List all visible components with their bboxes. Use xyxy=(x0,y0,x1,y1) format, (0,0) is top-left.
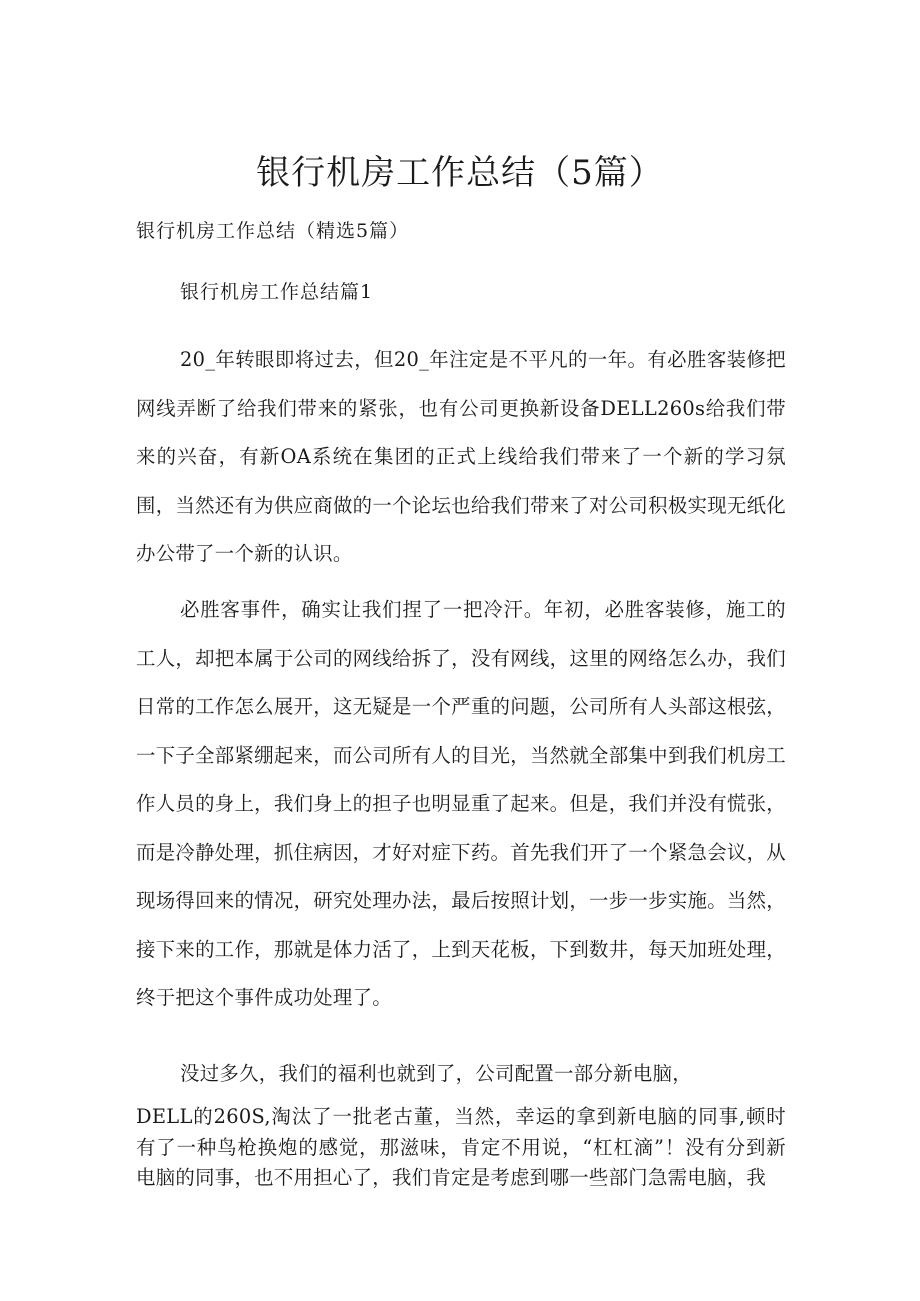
paragraph: 没过多久，我们的福利也就到了，公司配置一部分新电脑， xyxy=(180,1062,692,1085)
paragraph: 必胜客事件，确实让我们捏了一把冷汗。年初，必胜客装修，施工的工人，却把本属于公司的网线给拆了，没有网线，这里的网络怎么办，我们日常的工作怎么展开，这无疑是一个严重的问题，公司所有人头部这根弦，一下子全部紧绷起来，而公司所有人的目光，当然就全部集中到我们机房工作人员的身上，我们身上的担子也明显重了起来。但是，我们并没有慌张，而是冷静处理，抓住病因，才好对症下药。首先我们开了一个紧急会议，从现场得回来的情况，研究处理办法，最后按照计划，一步一步实施。当然，接下来的工作，那就是体力活了，上到天花板，下到数井，每天加班处理，终于把这个事件成功处理了。 xyxy=(136,598,786,1009)
section-heading: 银行机房工作总结篇1 xyxy=(180,281,374,303)
document-title: 银行机房工作总结（5篇） xyxy=(256,153,664,193)
document-subtitle: 银行机房工作总结（精选5篇） xyxy=(136,220,410,242)
paragraph: 20_年转眼即将过去，但20_年注定是不平凡的一年。有必胜客装修把网线弄断了给我们带来的紧张，也有公司更换新设备DELL260s给我们带来的兴奋，有新OA系统在集团的正式上线给我们带来了一个新的学习氛围，当然还有为供应商做的一个论坛也给我们带来了对公司积极实现无纸化办公带了一个新的认识。 xyxy=(136,348,786,565)
paragraph: DELL的260S,淘汰了一批老古董，当然，幸运的拿到新电脑的同事,顿时有了一种鸟枪换炮的感觉，那滋味，肯定不用说，“杠杠滴”！没有分到新电脑的同事，也不用担心了，我们肯定是考虑到哪一些部门急需电脑，我 xyxy=(136,1105,786,1189)
